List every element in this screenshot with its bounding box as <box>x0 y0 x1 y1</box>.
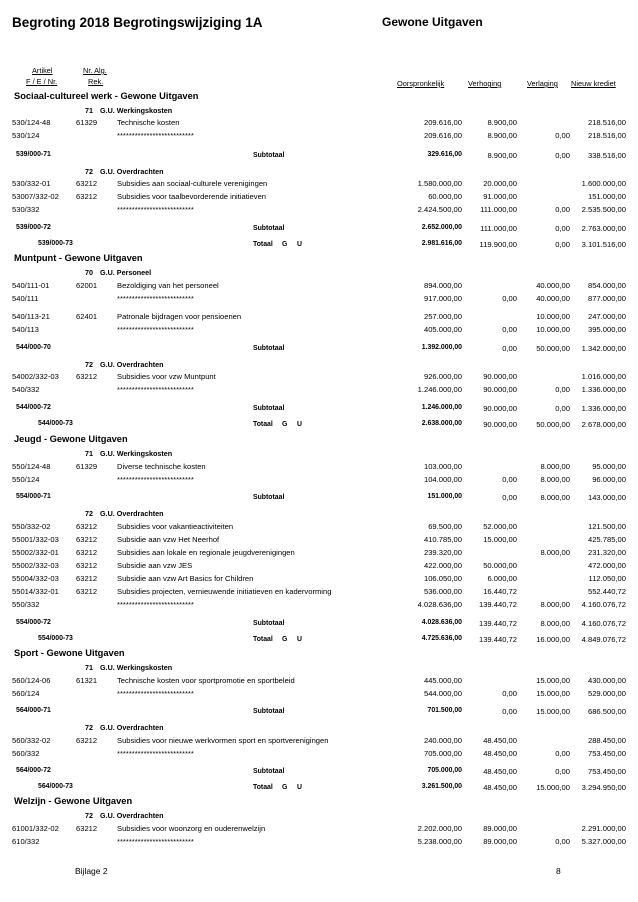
amount-original: 60.000,00 <box>428 192 462 201</box>
footer-annex: Bijlage 2 <box>75 866 108 876</box>
group-number: 72 <box>85 723 93 732</box>
amount-decrease: 10.000,00 <box>536 312 570 321</box>
amount-decrease: 8.000,00 <box>540 462 570 471</box>
amount-increase: 6.000,00 <box>487 574 517 583</box>
description: Subsidies voor vakantieactiviteiten <box>117 522 234 531</box>
amount-original: 2.652.000,00 <box>421 224 462 231</box>
amount-increase: 139.440,72 <box>478 600 517 609</box>
description: Patronale bijdragen voor pensioenen <box>117 312 242 321</box>
article-code: 55002/332-03 <box>12 561 59 570</box>
amount-increase: 48.450,00 <box>483 767 517 776</box>
amount-original: 5.238.000,00 <box>417 837 462 846</box>
amount-original: 103.000,00 <box>423 462 462 471</box>
amount-decrease: 16.000,00 <box>536 635 570 644</box>
amount-original: 239.320,00 <box>423 548 462 557</box>
amount-decrease: 0,00 <box>555 151 570 160</box>
total-label: Totaal <box>253 636 273 643</box>
amount-increase: 20.000,00 <box>483 179 517 188</box>
description: Subsidies voor woonzorg en ouderenwelzijn <box>117 824 266 833</box>
amount-new: 5.327.000,00 <box>581 837 626 846</box>
subtotal-article: 539/000-72 <box>16 224 51 231</box>
article-code: 61001/332-02 <box>12 824 59 833</box>
amount-original: 257.000,00 <box>423 312 462 321</box>
subtotal-article: 544/000-72 <box>16 404 51 411</box>
amount-new: 552.440,72 <box>587 587 626 596</box>
amount-original: 4.725.636,00 <box>421 635 462 642</box>
group-number: 72 <box>85 509 93 518</box>
amount-decrease: 0,00 <box>555 131 570 140</box>
rek-code: 63212 <box>76 535 98 544</box>
amount-increase: 111.000,00 <box>480 205 517 214</box>
amount-increase: 48.450,00 <box>483 749 517 758</box>
amount-new: 395.000,00 <box>587 325 626 334</box>
subtotal-article: 554/000-72 <box>16 619 51 626</box>
amount-increase: 89.000,00 <box>483 837 517 846</box>
amount-increase: 0,00 <box>502 475 517 484</box>
amount-original: 151.000,00 <box>427 493 462 500</box>
total-u: U <box>297 784 302 791</box>
amount-increase: 52.000,00 <box>483 522 517 531</box>
amount-new: 338.516,00 <box>587 151 626 160</box>
total-article: 554/000-73 <box>38 635 73 642</box>
description: Bezoldiging van het personeel <box>117 281 219 290</box>
amount-new: 854.000,00 <box>587 281 626 290</box>
amount-new: 1.336.000,00 <box>581 385 626 394</box>
group-title: G.U. Werkingskosten <box>100 663 173 672</box>
rek-code: 63212 <box>76 179 98 188</box>
subtotal-label: Subtotaal <box>253 620 285 627</box>
article-code: 610/332 <box>12 837 40 846</box>
amount-increase: 0,00 <box>502 325 517 334</box>
rek-code: 61329 <box>76 462 98 471</box>
article-code: 540/113 <box>12 325 39 334</box>
subtotal-label: Subtotaal <box>253 405 285 412</box>
amount-original: 1.246.000,00 <box>421 404 462 411</box>
amount-original: 2.202.000,00 <box>417 824 462 833</box>
amount-increase: 119.900,00 <box>479 240 517 249</box>
total-g: G <box>282 636 288 643</box>
rek-code: 61321 <box>76 676 98 685</box>
amount-new: 1.600.000,00 <box>581 179 626 188</box>
amount-increase: 90.000,00 <box>483 404 517 413</box>
amount-decrease: 8.000,00 <box>540 493 570 502</box>
amount-original: 705.000,00 <box>423 749 462 758</box>
description: Technische kosten <box>117 118 180 127</box>
amount-original: 917.000,00 <box>423 294 462 303</box>
total-label: Totaal <box>253 421 273 428</box>
amount-new: 425.785,00 <box>587 535 626 544</box>
amount-original: 422.000,00 <box>423 561 462 570</box>
amount-decrease: 0,00 <box>555 837 570 846</box>
amount-original: 701.500,00 <box>427 707 462 714</box>
amount-new: 143.000,00 <box>587 493 626 502</box>
description: Subsidies voor vzw Muntpunt <box>117 372 216 381</box>
total-article: 539/000-73 <box>38 240 73 247</box>
amount-increase: 0,00 <box>502 344 517 353</box>
amount-decrease: 0,00 <box>555 240 570 249</box>
rek-code: 63212 <box>76 192 98 201</box>
amount-new: 112.050,00 <box>588 574 626 583</box>
subtotal-label: Subtotaal <box>253 768 285 775</box>
description: ************************** <box>117 325 194 334</box>
section-heading: Jeugd - Gewone Uitgaven <box>14 434 128 444</box>
group-number: 71 <box>85 449 93 458</box>
amount-new: 4.160.076,72 <box>581 600 626 609</box>
amount-increase: 139.440,72 <box>478 619 517 628</box>
rek-code: 63212 <box>76 522 98 531</box>
amount-increase: 15.000,00 <box>483 535 517 544</box>
total-u: U <box>297 636 302 643</box>
description: ************************** <box>117 600 194 609</box>
amount-decrease: 10.000,00 <box>536 325 570 334</box>
total-label: Totaal <box>253 241 273 248</box>
amount-original: 4.028.636,00 <box>421 619 462 626</box>
amount-new: 2.535.500,00 <box>581 205 626 214</box>
group-title: G.U. Overdrachten <box>100 509 164 518</box>
article-code: 530/124 <box>12 131 40 140</box>
group-number: 72 <box>85 811 93 820</box>
amount-original: 405.000,00 <box>423 325 462 334</box>
amount-new: 2.763.000,00 <box>581 224 626 233</box>
amount-new: 686.500,00 <box>587 707 626 716</box>
subtotal-label: Subtotaal <box>253 708 285 715</box>
amount-new: 95.000,00 <box>592 462 626 471</box>
subtotal-label: Subtotaal <box>253 345 285 352</box>
amount-new: 1.016.000,00 <box>581 372 626 381</box>
amount-increase: 8.900,00 <box>487 118 517 127</box>
page-number: 8 <box>556 866 561 876</box>
page-title: Begroting 2018 Begrotingswijziging 1A <box>12 15 263 30</box>
article-code: 550/124 <box>12 475 40 484</box>
rek-code: 63212 <box>76 736 98 745</box>
amount-increase: 91.000,00 <box>483 192 517 201</box>
amount-increase: 16.440,72 <box>483 587 517 596</box>
amount-new: 472.000,00 <box>587 561 626 570</box>
article-code: 55002/332-01 <box>12 548 59 557</box>
description: Subsidies voor taalbevorderende initiatieven <box>117 192 267 201</box>
amount-new: 96.000,00 <box>592 475 626 484</box>
amount-decrease: 0,00 <box>555 404 570 413</box>
subtotal-article: 554/000-71 <box>16 493 51 500</box>
article-code: 550/332-02 <box>12 522 51 531</box>
description: Subsidies voor nieuwe werkvormen sport en sportverenigingen <box>117 736 329 745</box>
article-code: 530/124-48 <box>12 118 51 127</box>
amount-new: 218.516,00 <box>587 118 626 127</box>
rek-code: 63212 <box>76 587 98 596</box>
amount-new: 430.000,00 <box>587 676 626 685</box>
amount-new: 1.342.000,00 <box>581 344 626 353</box>
article-code: 53007/332-02 <box>12 192 59 201</box>
group-number: 70 <box>85 268 93 277</box>
amount-new: 2.678.000,00 <box>581 420 626 429</box>
amount-decrease: 0,00 <box>555 385 570 394</box>
article-code: 540/111 <box>12 294 39 303</box>
group-title: G.U. Overdrachten <box>100 360 164 369</box>
article-code: 560/332 <box>12 749 40 758</box>
amount-increase: 0,00 <box>502 294 517 303</box>
subtotal-article: 564/000-72 <box>16 767 51 774</box>
total-article: 544/000-73 <box>38 420 73 427</box>
amount-new: 4.849.076,72 <box>581 635 626 644</box>
amount-new: 4.160.076,72 <box>581 619 626 628</box>
rek-code: 63212 <box>76 548 98 557</box>
amount-new: 877.000,00 <box>587 294 626 303</box>
description: ************************** <box>117 385 194 394</box>
description: Subsidies projecten, vernieuwende initiatieven en kadervorming <box>117 587 332 596</box>
amount-increase: 0,00 <box>502 493 517 502</box>
amount-increase: 90.000,00 <box>483 420 517 429</box>
total-article: 564/000-73 <box>38 783 73 790</box>
amount-original: 329.616,00 <box>427 151 462 158</box>
amount-decrease: 50.000,00 <box>536 420 570 429</box>
amount-decrease: 40.000,00 <box>536 281 570 290</box>
amount-decrease: 50.000,00 <box>536 344 570 353</box>
total-u: U <box>297 421 302 428</box>
amount-original: 209.616,00 <box>423 131 462 140</box>
amount-original: 536.000,00 <box>423 587 462 596</box>
amount-increase: 111.000,00 <box>480 224 517 233</box>
subtotal-article: 544/000-70 <box>16 344 51 351</box>
amount-decrease: 8.000,00 <box>540 600 570 609</box>
group-title: G.U. Overdrachten <box>100 723 164 732</box>
amount-original: 209.616,00 <box>423 118 462 127</box>
rek-code: 63212 <box>76 824 98 833</box>
rek-code: 63212 <box>76 574 98 583</box>
amount-new: 2.291.000,00 <box>581 824 626 833</box>
article-code: 560/124-06 <box>12 676 51 685</box>
col-header-verlaging: Verlaging <box>527 79 558 88</box>
col-header-rek: Rek. <box>88 77 104 86</box>
amount-original: 445.000,00 <box>423 676 462 685</box>
total-g: G <box>282 241 288 248</box>
amount-new: 151.000,00 <box>587 192 626 201</box>
amount-original: 410.785,00 <box>423 535 462 544</box>
description: ************************** <box>117 837 194 846</box>
section-heading: Welzijn - Gewone Uitgaven <box>14 796 133 806</box>
total-label: Totaal <box>253 784 273 791</box>
article-code: 530/332 <box>12 205 40 214</box>
amount-new: 288.450,00 <box>587 736 626 745</box>
description: Subsidies aan lokale en regionale jeugdverenigingen <box>117 548 295 557</box>
amount-original: 2.424.500,00 <box>417 205 462 214</box>
article-code: 540/332 <box>12 385 40 394</box>
amount-increase: 0,00 <box>502 707 517 716</box>
article-code: 55001/332-03 <box>12 535 59 544</box>
rek-code: 63212 <box>76 372 98 381</box>
subtotal-article: 539/000-71 <box>16 151 51 158</box>
amount-increase: 48.450,00 <box>483 783 517 792</box>
article-code: 530/332-01 <box>12 179 51 188</box>
col-header-nieuw-krediet: Nieuw krediet <box>571 79 616 88</box>
group-number: 71 <box>85 106 93 115</box>
group-title: G.U. Overdrachten <box>100 811 164 820</box>
group-title: G.U. Personeel <box>100 268 152 277</box>
amount-new: 247.000,00 <box>587 312 626 321</box>
description: Diverse technische kosten <box>117 462 206 471</box>
amount-decrease: 15.000,00 <box>536 783 570 792</box>
amount-original: 106.050,00 <box>423 574 462 583</box>
section-heading: Sport - Gewone Uitgaven <box>14 648 125 658</box>
rek-code: 61329 <box>76 118 98 127</box>
col-header-oorspronkelijk: Oorspronkelijk <box>397 79 445 88</box>
amount-original: 894.000,00 <box>423 281 462 290</box>
description: ************************** <box>117 294 194 303</box>
amount-increase: 139.440,72 <box>478 635 517 644</box>
subtotal-label: Subtotaal <box>253 225 285 232</box>
amount-new: 529.000,00 <box>587 689 626 698</box>
amount-original: 2.638.000,00 <box>421 420 462 427</box>
amount-new: 753.450,00 <box>587 749 626 758</box>
col-header-nr-alg: Nr. Alg. <box>83 66 107 75</box>
amount-new: 3.294.950,00 <box>581 783 626 792</box>
amount-decrease: 15.000,00 <box>536 676 570 685</box>
subtotal-label: Subtotaal <box>253 494 285 501</box>
amount-decrease: 40.000,00 <box>536 294 570 303</box>
amount-decrease: 0,00 <box>555 767 570 776</box>
amount-original: 4.028.636,00 <box>417 600 462 609</box>
article-code: 55014/332-01 <box>12 587 59 596</box>
rek-code: 63212 <box>76 561 98 570</box>
article-code: 560/332-02 <box>12 736 51 745</box>
section-heading: Sociaal-cultureel werk - Gewone Uitgaven <box>14 91 199 101</box>
article-code: 550/332 <box>12 600 40 609</box>
amount-decrease: 15.000,00 <box>536 707 570 716</box>
article-code: 550/124-48 <box>12 462 51 471</box>
description: Technische kosten voor sportpromotie en sportbeleid <box>117 676 295 685</box>
amount-decrease: 0,00 <box>555 224 570 233</box>
amount-new: 218.516,00 <box>587 131 626 140</box>
article-code: 540/113-21 <box>12 312 50 321</box>
amount-decrease: 15.000,00 <box>536 689 570 698</box>
amount-increase: 8.900,00 <box>487 131 517 140</box>
amount-original: 926.000,00 <box>423 372 462 381</box>
total-g: G <box>282 784 288 791</box>
description: ************************** <box>117 205 194 214</box>
group-number: 71 <box>85 663 93 672</box>
description: Subsidies aan sociaal-culturele verenigingen <box>117 179 268 188</box>
rek-code: 62401 <box>76 312 98 321</box>
amount-increase: 0,00 <box>502 689 517 698</box>
amount-original: 69.500,00 <box>428 522 462 531</box>
article-code: 55004/332-03 <box>12 574 59 583</box>
description: Subsidie aan vzw Art Basics for Children <box>117 574 254 583</box>
amount-original: 240.000,00 <box>423 736 462 745</box>
total-u: U <box>297 241 302 248</box>
amount-original: 2.981.616,00 <box>421 240 462 247</box>
amount-increase: 48.450,00 <box>483 736 517 745</box>
subtotal-article: 564/000-71 <box>16 707 51 714</box>
amount-new: 3.101.516,00 <box>581 240 626 249</box>
amount-original: 1.580.000,00 <box>417 179 462 188</box>
group-number: 72 <box>85 360 93 369</box>
amount-original: 104.000,00 <box>423 475 462 484</box>
group-number: 72 <box>85 167 93 176</box>
amount-increase: 89.000,00 <box>483 824 517 833</box>
description: ************************** <box>117 131 194 140</box>
col-header-artikel: Artikel <box>32 66 53 75</box>
amount-increase: 50.000,00 <box>483 561 517 570</box>
description: ************************** <box>117 749 194 758</box>
amount-original: 1.392.000,00 <box>421 344 462 351</box>
amount-new: 1.336.000,00 <box>581 404 626 413</box>
subtotal-label: Subtotaal <box>253 152 285 159</box>
amount-decrease: 8.000,00 <box>540 548 570 557</box>
description: ************************** <box>117 475 194 484</box>
description: Subsidie aan vzw Het Neerhof <box>117 535 220 544</box>
amount-new: 753.450,00 <box>587 767 626 776</box>
amount-increase: 8.900,00 <box>487 151 517 160</box>
section-heading: Muntpunt - Gewone Uitgaven <box>14 253 143 263</box>
col-header-verhoging: Verhoging <box>468 79 502 88</box>
amount-original: 1.246.000,00 <box>417 385 462 394</box>
group-title: G.U. Werkingskosten <box>100 449 173 458</box>
amount-new: 231.320,00 <box>587 548 626 557</box>
description: ************************** <box>117 689 194 698</box>
amount-new: 121.500,00 <box>587 522 626 531</box>
amount-original: 544.000,00 <box>423 689 462 698</box>
group-title: G.U. Overdrachten <box>100 167 164 176</box>
total-g: G <box>282 421 288 428</box>
amount-decrease: 8.000,00 <box>540 475 570 484</box>
article-code: 560/124 <box>12 689 40 698</box>
amount-decrease: 8.000,00 <box>540 619 570 628</box>
col-header-fe-nr: F / E / Nr. <box>26 77 58 86</box>
page-subtitle: Gewone Uitgaven <box>382 15 483 29</box>
description: Subsidie aan vzw JES <box>117 561 193 570</box>
article-code: 54002/332-03 <box>12 372 59 381</box>
amount-original: 3.261.500,00 <box>421 783 462 790</box>
article-code: 540/111-01 <box>12 281 50 290</box>
amount-increase: 90.000,00 <box>483 385 517 394</box>
rek-code: 62001 <box>76 281 98 290</box>
group-title: G.U. Werkingskosten <box>100 106 173 115</box>
amount-decrease: 0,00 <box>555 749 570 758</box>
amount-decrease: 0,00 <box>555 205 570 214</box>
amount-increase: 90.000,00 <box>483 372 517 381</box>
amount-original: 705.000,00 <box>427 767 462 774</box>
